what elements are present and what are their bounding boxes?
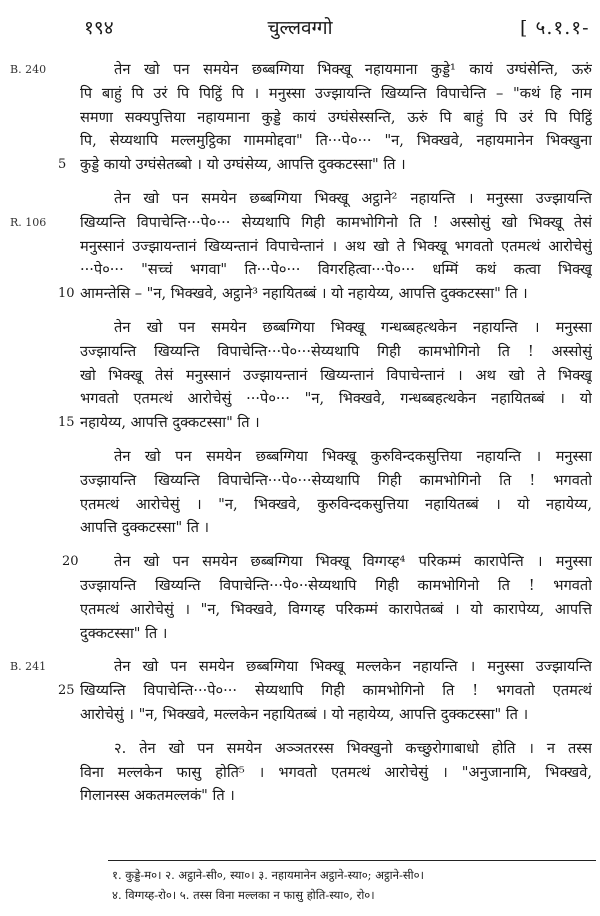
text-line: भगवतो एतमत्थं आरोचेसुं ···पे०··· "न, भिक्खवे, गन्धब्बहत्थकेन नहायितब्बं । यो [80,390,592,408]
footnote-line: १. कुड्डे-म०। २. अट्ठाने-सी०, स्या०। ३. नहायमानेन अट्ठाने-स्या०; अट्ठाने-सी०। [112,868,424,882]
paragraph [0,58,600,177]
paragraph [0,187,600,306]
text-line: खिय्यन्ति विपाचेन्ति···पे०··· सेय्यथापि गिही कामभोगिनो ति ! अस्सोसुं खो भिक्खू तेसं [80,213,592,231]
page-header [0,14,600,42]
footnote-rule [108,860,596,861]
text-body [0,58,600,818]
text-line: दुक्कटस्सा" ति । [80,624,168,642]
text-line: खो भिक्खू तेसं मनुस्सानं उज्झायन्तानं खिय्यन्तानं विपाचेन्तानं । अथ खो ते भिक्खू [80,366,592,384]
line-number: 10 [58,286,75,302]
line-number: 15 [58,415,75,431]
paragraph [0,550,600,645]
line-number: 20 [62,554,79,570]
text-line: तेन खो पन समयेन छब्बग्गिया भिक्खू विग्गय्ह⁴ परिकम्मं कारापेन्ति । मनुस्सा [114,553,592,571]
text-line: तेन खो पन समयेन छब्बग्गिया भिक्खू नहायमाना कुड्डे¹ कायं उग्घंसेन्ति, ऊरुं [114,61,592,78]
text-line: खिय्यन्ति विपाचेन्ति···पे०··· सेय्यथापि गिही कामभोगिनो ति ! भगवतो एतमत्थं [80,682,592,700]
text-line: पि, सेय्यथापि मल्लमुट्ठिका गाममोद्दवा" ति···पे०··· "न, भिक्खवे, नहायमानेन भिक्खुना [80,132,592,150]
margin-reference: B. 240 [10,63,47,76]
text-line: आपत्ति दुक्कटस्सा" ति । [80,519,210,537]
text-line: विना मल्लकेन फासु होति⁵ । भगवतो एतमत्थं आरोचेसुं । "अनुजानामि, भिक्खवे, [80,763,592,781]
paragraph [0,316,600,435]
line-number: 25 [58,683,75,699]
paragraph [0,445,600,540]
text-line: एतमत्थं आरोचेसुं । "न, भिक्खवे, विग्गय्ह परिकम्मं कारापेतब्बं । यो कारापेय्य, आपत्ति [80,600,592,618]
text-line: तेन खो पन समयेन छब्बग्गिया भिक्खू अट्ठाने² नहायन्ति । मनुस्सा उज्झायन्ति [114,189,592,207]
text-line: मनुस्सानं उज्झायन्तानं खिय्यन्तानं विपाचेन्तानं । अथ खो ते भिक्खू भगवतो एतमत्थं आरोचेसुं [80,237,592,255]
text-line: उज्झायन्ति खिय्यन्ति विपाचेन्ति···पे०···सेय्यथापि गिही कामभोगिनो ति ! भगवतो [80,471,592,489]
text-line: एतमत्थं आरोचेसुं । "न, भिक्खवे, कुरुविन्दकसुत्तिया नहायितब्बं । यो नहायेय्य, [80,495,592,513]
footnote-line: ४. विग्गय्ह-रो०। ५. तस्स विना मल्लका न फासु होति-स्या०, रो०। [112,888,375,902]
text-line: गिलानस्स अकतमल्लकं" ति । [80,787,235,805]
text-line: उज्झायन्ति खिय्यन्ति विपाचेन्ति···पे०···सेय्यथापि गिही कामभोगिनो ति ! अस्सोसुं [80,342,592,360]
page-number: १९४ [84,17,114,39]
text-line: तेन खो पन समयेन छब्बग्गिया भिक्खू कुरुविन्दकसुत्तिया नहायन्ति । मनुस्सा [114,447,592,465]
text-line: कुड्डे कायो उग्घंसेतब्बो । यो उग्घंसेय्य, आपत्ति दुक्कटस्सा" ति । [80,156,406,174]
text-line: तेन खो पन समयेन छब्बग्गिया भिक्खू गन्धब्बहत्थकेन नहायन्ति । मनुस्सा [114,318,592,336]
text-line: नहायेय्य, आपत्ति दुक्कटस्सा" ति । [80,414,260,432]
text-line: पि बाहुं पि उरं पि पिट्ठिं पि । मनुस्सा उज्झायन्ति खिय्यन्ति विपाचेन्ति – "कथं हि नाम [80,84,592,102]
margin-reference: R. 106 [10,215,47,229]
text-line: ···पे०··· "सच्चं भगवा" ति···पे०··· विगरहित्वा···पे०··· धम्मिं कथं कत्वा भिक्खू [80,261,592,279]
line-number: 5 [58,157,67,173]
running-title: चुल्लवग्गो [267,17,333,39]
paragraph [0,737,600,808]
text-line: आरोचेसुं । "न, भिक्खवे, मल्लकेन नहायितब्बं । यो नहायेय्य, आपत्ति दुक्कटस्सा" ति । [80,705,529,723]
section-reference: [ ५.१.१- [520,17,590,39]
text-line: समणा सक्यपुत्तिया नहायमाना कुड्डे कायं उग्घंसेस्सन्ति, ऊरुं पि बाहुं पि उरं पि पिट्ठिं [80,108,592,126]
text-line: आमन्तेसि – "न, भिक्खवे, अट्ठाने³ नहायितब्बं । यो नहायेय्य, आपत्ति दुक्कटस्सा" ति । [80,285,528,303]
paragraph [0,655,600,726]
text-line: तेन खो पन समयेन छब्बग्गिया भिक्खू मल्लकेन नहायन्ति । मनुस्सा उज्झायन्ति [114,658,592,676]
text-line: २. तेन खो पन समयेन अञ्ञतरस्स भिक्खुनो कच्छुरोगाबाधो होति । न तस्स [114,739,592,757]
margin-reference: B. 241 [10,660,47,674]
text-line: उज्झायन्ति खिय्यन्ति विपाचेन्ति···पे०··सेय्यथापि गिही कामभोगिनो ति ! भगवतो [80,576,592,594]
